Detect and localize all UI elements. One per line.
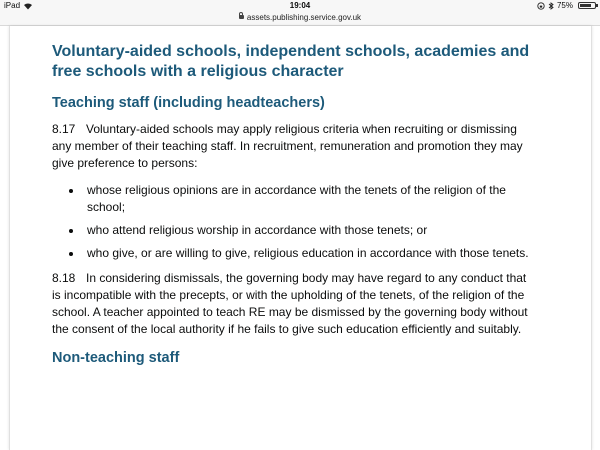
- paragraph-text: Voluntary-aided schools may apply religious criteria when recruiting or dismissing any member of their teaching staff. In recruitment, remuneration and promotion they may give preference to persons:: [52, 122, 523, 170]
- list-item: who give, or are willing to give, religious education in accordance with those tenets.: [52, 245, 532, 262]
- list-item: who attend religious worship in accordance with those tenets; or: [52, 222, 532, 239]
- paragraph-text: In considering dismissals, the governing body may have regard to any conduct that is incompatible with the precepts, or with the upholding of the tenets, of the religion of the school. A teacher appointed to teach RE may be dismissed by the governing body without the consent of the local authority if he fails to give such education efficiently and suitably.: [52, 271, 528, 336]
- paragraph-8-18: [52, 270, 532, 338]
- status-bar: [0, 0, 600, 11]
- paragraph-number: 8.17: [52, 122, 76, 136]
- url-text: assets.publishing.service.gov.uk: [246, 13, 362, 22]
- page-title: Voluntary-aided schools, independent schools, academies and free schools with a religious character: [52, 43, 530, 80]
- device-name: iPad: [4, 1, 21, 10]
- clock: 19:04: [289, 1, 311, 10]
- orientation-lock-icon: [537, 2, 545, 10]
- section-heading-non-teaching-staff: Non-teaching staff: [52, 350, 180, 366]
- address-bar[interactable]: [0, 11, 600, 26]
- section-heading-teaching-staff: Teaching staff (including headteachers): [52, 95, 325, 111]
- battery-percent: 75%: [556, 1, 573, 10]
- lock-icon: [239, 15, 244, 19]
- battery-icon: [578, 2, 596, 9]
- status-right: [537, 0, 596, 11]
- document-content: [52, 42, 532, 367]
- list-item: whose religious opinions are in accordance with the tenets of the religion of the school;: [52, 182, 532, 216]
- paragraph-number: 8.18: [52, 271, 76, 285]
- battery-fill: [580, 4, 591, 7]
- bluetooth-icon: [548, 2, 554, 10]
- criteria-list: [52, 182, 532, 262]
- paragraph-8-17: [52, 121, 532, 172]
